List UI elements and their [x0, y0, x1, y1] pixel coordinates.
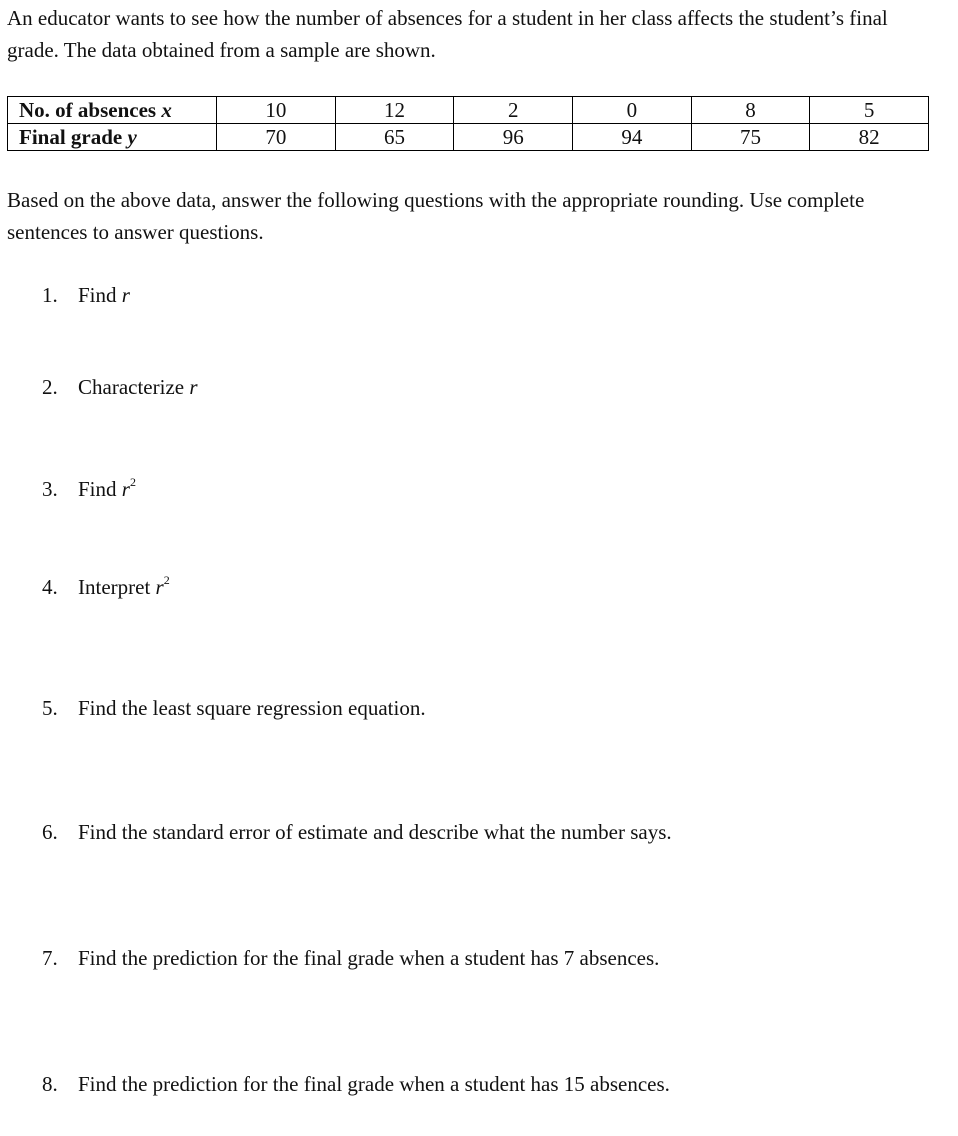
question-variable: r	[189, 375, 198, 399]
data-table	[7, 96, 929, 151]
question-8	[42, 1070, 670, 1098]
table-cell: 10	[217, 97, 336, 124]
question-number: 6.	[42, 820, 58, 844]
row-header-grade	[8, 124, 217, 151]
question-number: 3.	[42, 477, 58, 501]
question-text: Find	[78, 283, 122, 307]
row-label: No. of absences	[19, 98, 162, 122]
question-text: Find the prediction for the final grade when a student has 15 absences.	[78, 1072, 670, 1096]
question-exponent: 2	[163, 573, 170, 587]
question-number: 1.	[42, 283, 58, 307]
question-1	[42, 281, 130, 309]
question-6	[42, 818, 672, 846]
question-5	[42, 694, 426, 722]
table-cell: 8	[691, 97, 810, 124]
instructions-paragraph: Based on the above data, answer the following questions with the appropriate rounding. Use complete sentences to answer questions.	[7, 188, 865, 244]
question-number: 4.	[42, 575, 58, 599]
question-variable: r	[121, 283, 130, 307]
question-text: Find the least square regression equation.	[78, 696, 426, 720]
question-number: 7.	[42, 946, 58, 970]
question-variable: r	[121, 477, 130, 501]
table-cell: 65	[335, 124, 454, 151]
question-text: Characterize	[78, 375, 190, 399]
question-7	[42, 944, 659, 972]
table-cell: 75	[691, 124, 810, 151]
row-variable: x	[161, 98, 172, 122]
intro-paragraph: An educator wants to see how the number of absences for a student in her class affects the student’s final grade. The data obtained from a sample are shown.	[7, 6, 888, 62]
question-text: Find the standard error of estimate and describe what the number says.	[78, 820, 672, 844]
table-row-grade	[8, 124, 929, 151]
question-exponent: 2	[129, 475, 136, 489]
question-number: 8.	[42, 1072, 58, 1096]
row-header-absences	[8, 97, 217, 124]
question-text: Interpret	[78, 575, 156, 599]
table-cell: 2	[454, 97, 573, 124]
question-text: Find	[78, 477, 122, 501]
row-variable: y	[127, 125, 137, 149]
table-cell: 70	[217, 124, 336, 151]
question-number: 5.	[42, 696, 58, 720]
table-cell: 0	[573, 97, 692, 124]
table-cell: 12	[335, 97, 454, 124]
question-4	[42, 568, 170, 601]
question-text: Find the prediction for the final grade when a student has 7 absences.	[78, 946, 660, 970]
question-3	[42, 470, 136, 503]
table-cell: 5	[810, 97, 929, 124]
question-variable: r	[155, 575, 164, 599]
table-row-absences	[8, 97, 929, 124]
table-cell: 94	[573, 124, 692, 151]
table-cell: 96	[454, 124, 573, 151]
table-cell: 82	[810, 124, 929, 151]
question-number: 2.	[42, 375, 58, 399]
question-2	[42, 373, 198, 401]
row-label: Final grade	[19, 125, 128, 149]
